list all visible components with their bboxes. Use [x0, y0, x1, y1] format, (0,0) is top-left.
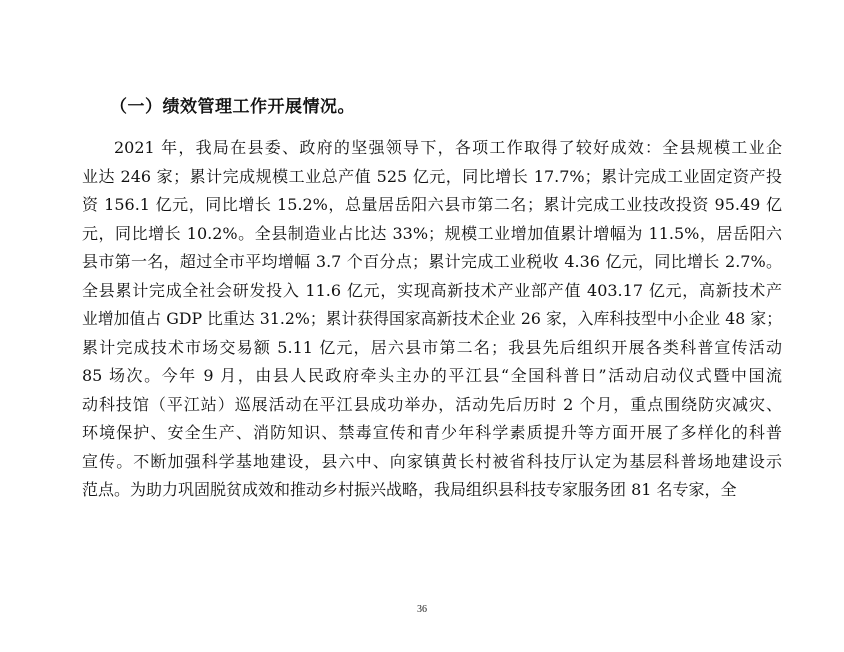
paragraph-line: 环境保护、安全生产、消防知识、禁毒宣传和青少年科学素质提升等方面开展了多样化的科普	[82, 423, 782, 442]
paragraph-line: 85 场次。今年 9 月，由县人民政府牵头主办的平江县“全国科普日”活动启动仪式暨中国流	[82, 366, 782, 385]
paragraph-line: 累计完成技术市场交易额 5.11 亿元，居六县市第二名；我县先后组织开展各类科普宣传活动	[82, 337, 782, 357]
paragraph-line: 范点。为助力巩固脱贫成效和推动乡村振兴战略，我局组织县科技专家服务团 81 名专家，全	[82, 480, 737, 499]
paragraph-line: 业增加值占 GDP 比重达 31.2%；累计获得国家高新技术企业 26 家，入库科技型中小企业 48 家；	[82, 309, 782, 328]
body-paragraph	[82, 134, 782, 505]
paragraph-line: 宣传。不断加强科学基地建设，县六中、向家镇黄长村被省科技厅认定为基层科普场地建设示	[82, 451, 782, 471]
paragraph-line: 县市第一名，超过全市平均增幅 3.7 个百分点；累计完成工业税收 4.36 亿元，同比增长 2.7%。	[82, 252, 782, 271]
paragraph-line: 元，同比增长 10.2%。全县制造业占比达 33%；规模工业增加值累计增幅为 11.5%，居岳阳六	[82, 223, 782, 243]
paragraph-line: 业达 246 家；累计完成规模工业总产值 525 亿元，同比增长 17.7%；累计完成工业固定资产投	[82, 166, 782, 186]
paragraph-line: 全县累计完成全社会研发投入 11.6 亿元，实现高新技术产业部产值 403.17 亿元，高新技术产	[82, 280, 782, 300]
page-number: 36	[417, 604, 427, 615]
section-heading: （一）绩效管理工作开展情况。	[110, 97, 355, 117]
paragraph-line: 2021 年，我局在县委、政府的坚强领导下，各项工作取得了较好成效：全县规模工业企	[114, 138, 782, 157]
paragraph-line: 动科技馆（平江站）巡展活动在平江县成功举办，活动先后历时 2 个月，重点围绕防灾减灾、	[82, 394, 782, 414]
paragraph-line: 资 156.1 亿元，同比增长 15.2%，总量居岳阳六县市第二名；累计完成工业技改投资 95.49 亿	[82, 195, 782, 214]
